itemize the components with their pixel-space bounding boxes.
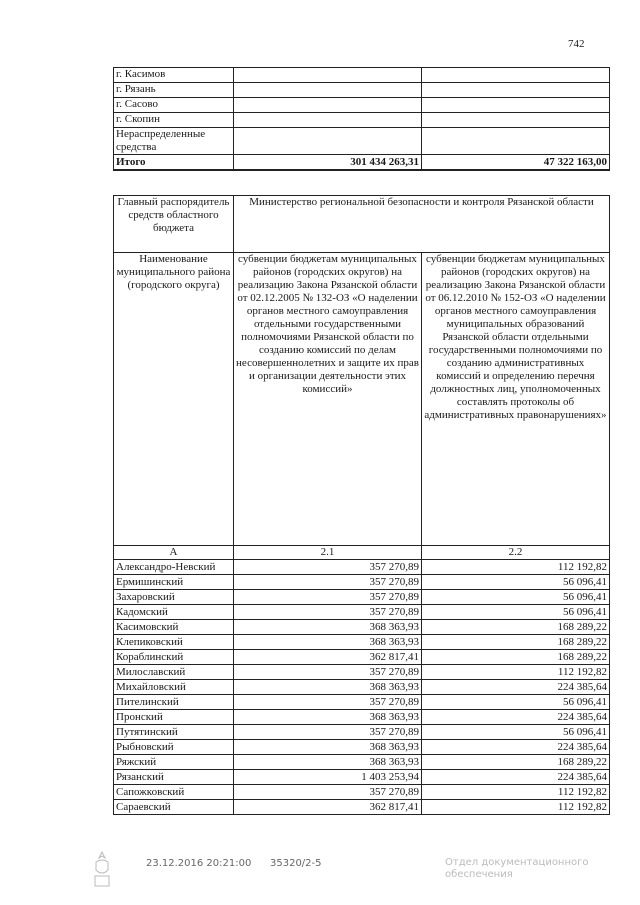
total-value-1: 301 434 263,31	[234, 155, 422, 171]
summary-row	[114, 98, 610, 113]
value-2-1: 357 270,89	[234, 695, 422, 710]
value-2-1: 362 817,41	[234, 650, 422, 665]
municipality-name: Захаровский	[114, 590, 234, 605]
summary-row-value-2	[422, 113, 610, 128]
code-2-2: 2.2	[422, 546, 610, 560]
table-row	[114, 770, 610, 785]
footer-doc-id: 35320/2-5	[270, 858, 322, 869]
summary-row-value-2	[422, 98, 610, 113]
value-2-1: 1 403 253,94	[234, 770, 422, 785]
value-2-2: 112 192,82	[422, 560, 610, 575]
summary-row-value-2	[422, 83, 610, 98]
value-2-1: 357 270,89	[234, 590, 422, 605]
summary-row-value-2	[422, 68, 610, 83]
value-2-1: 362 817,41	[234, 800, 422, 815]
footer-timestamp: 23.12.2016 20:21:00	[146, 858, 252, 869]
value-2-1: 368 363,93	[234, 755, 422, 770]
summary-row	[114, 68, 610, 83]
table-row	[114, 785, 610, 800]
value-2-1: 357 270,89	[234, 785, 422, 800]
value-2-1: 368 363,93	[234, 680, 422, 695]
value-2-2: 56 096,41	[422, 695, 610, 710]
code-2-1: 2.1	[234, 546, 422, 560]
header-row-distributor	[114, 196, 610, 253]
municipality-name: Рыбновский	[114, 740, 234, 755]
municipality-name: Кадомский	[114, 605, 234, 620]
summary-row-value-1	[234, 83, 422, 98]
value-2-2: 224 385,64	[422, 680, 610, 695]
value-2-2: 168 289,22	[422, 650, 610, 665]
summary-row-name: г. Сасово	[114, 98, 234, 113]
table-row	[114, 680, 610, 695]
total-value-2: 47 322 163,00	[422, 155, 610, 171]
table-row	[114, 665, 610, 680]
table-row	[114, 800, 610, 815]
value-2-1: 357 270,89	[234, 725, 422, 740]
summary-row-name: Нераспределенные средства	[114, 128, 234, 155]
emblem-icon	[92, 850, 112, 888]
table-row	[114, 650, 610, 665]
page-number: 742	[568, 38, 585, 50]
table-row	[114, 590, 610, 605]
value-2-1: 357 270,89	[234, 665, 422, 680]
value-2-2: 112 192,82	[422, 665, 610, 680]
municipality-name: Сараевский	[114, 800, 234, 815]
summary-row	[114, 113, 610, 128]
table-row	[114, 560, 610, 575]
value-2-2: 56 096,41	[422, 590, 610, 605]
municipality-name: Кораблинский	[114, 650, 234, 665]
distributor-value: Министерство региональной безопасности и контроля Рязанской области	[234, 196, 610, 253]
value-2-1: 368 363,93	[234, 620, 422, 635]
value-2-2: 168 289,22	[422, 755, 610, 770]
table-row	[114, 575, 610, 590]
value-2-1: 357 270,89	[234, 575, 422, 590]
municipality-name: Касимовский	[114, 620, 234, 635]
table-row	[114, 740, 610, 755]
value-2-2: 224 385,64	[422, 710, 610, 725]
subsidy-table	[113, 195, 610, 815]
value-2-2: 56 096,41	[422, 605, 610, 620]
municipality-name: Пителинский	[114, 695, 234, 710]
total-row	[114, 155, 610, 171]
table-row	[114, 695, 610, 710]
table-row	[114, 725, 610, 740]
municipality-name: Рязанский	[114, 770, 234, 785]
municipality-name: Михайловский	[114, 680, 234, 695]
value-2-1: 368 363,93	[234, 635, 422, 650]
col1-description: субвенции бюджетам муниципальных районов (городских округов) на реализацию Закона Рязанской области от 02.12.2005 № 132-ОЗ «О наделении органов местного самоуправления отдельными государственными полномочиями Рязанской области по созданию комиссий по делам несовершеннолетних и защите их прав и организации деятельности этих комиссий»	[234, 253, 422, 546]
header-row-codes	[114, 546, 610, 560]
value-2-2: 168 289,22	[422, 620, 610, 635]
summary-row	[114, 128, 610, 155]
municipality-name: Сапожковский	[114, 785, 234, 800]
table-row	[114, 635, 610, 650]
value-2-2: 112 192,82	[422, 785, 610, 800]
municipality-name: Милославский	[114, 665, 234, 680]
header-row-description	[114, 253, 610, 546]
value-2-1: 357 270,89	[234, 605, 422, 620]
summary-row-value-2	[422, 128, 610, 155]
municipality-name: Ермишинский	[114, 575, 234, 590]
code-a: А	[114, 546, 234, 560]
municipality-name: Клепиковский	[114, 635, 234, 650]
value-2-1: 368 363,93	[234, 740, 422, 755]
municipality-name: Путятинский	[114, 725, 234, 740]
value-2-1: 368 363,93	[234, 710, 422, 725]
summary-row-value-1	[234, 128, 422, 155]
value-2-2: 56 096,41	[422, 575, 610, 590]
value-2-2: 56 096,41	[422, 725, 610, 740]
summary-row-value-1	[234, 68, 422, 83]
table-row	[114, 755, 610, 770]
total-label: Итого	[114, 155, 234, 171]
table-row	[114, 710, 610, 725]
col2-description: субвенции бюджетам муниципальных районов (городских округов) на реализацию Закона Рязанской области от 06.12.2010 № 152-ОЗ «О наделении органов местного самоуправления муниципальных образований Рязанской области отдельными государственными полномочиями по созданию административных комиссий и определению перечня должностных лиц, уполномоченных составлять протоколы об административных правонарушениях»	[422, 253, 610, 546]
faded-stamp: Отдел документационного обеспечения	[445, 857, 589, 880]
value-2-2: 168 289,22	[422, 635, 610, 650]
summary-table	[113, 67, 610, 171]
summary-row	[114, 83, 610, 98]
distributor-label: Главный распорядитель средств областного бюджета	[114, 196, 234, 253]
municipality-name: Александро-Невский	[114, 560, 234, 575]
summary-row-value-1	[234, 98, 422, 113]
summary-row-name: г. Скопин	[114, 113, 234, 128]
summary-row-value-1	[234, 113, 422, 128]
municipality-name: Пронский	[114, 710, 234, 725]
municipality-label: Наименование муниципального района (городского округа)	[114, 253, 234, 546]
table-row	[114, 620, 610, 635]
municipality-name: Ряжский	[114, 755, 234, 770]
value-2-2: 224 385,64	[422, 770, 610, 785]
table-row	[114, 605, 610, 620]
value-2-2: 112 192,82	[422, 800, 610, 815]
summary-row-name: г. Касимов	[114, 68, 234, 83]
summary-row-name: г. Рязань	[114, 83, 234, 98]
value-2-1: 357 270,89	[234, 560, 422, 575]
value-2-2: 224 385,64	[422, 740, 610, 755]
